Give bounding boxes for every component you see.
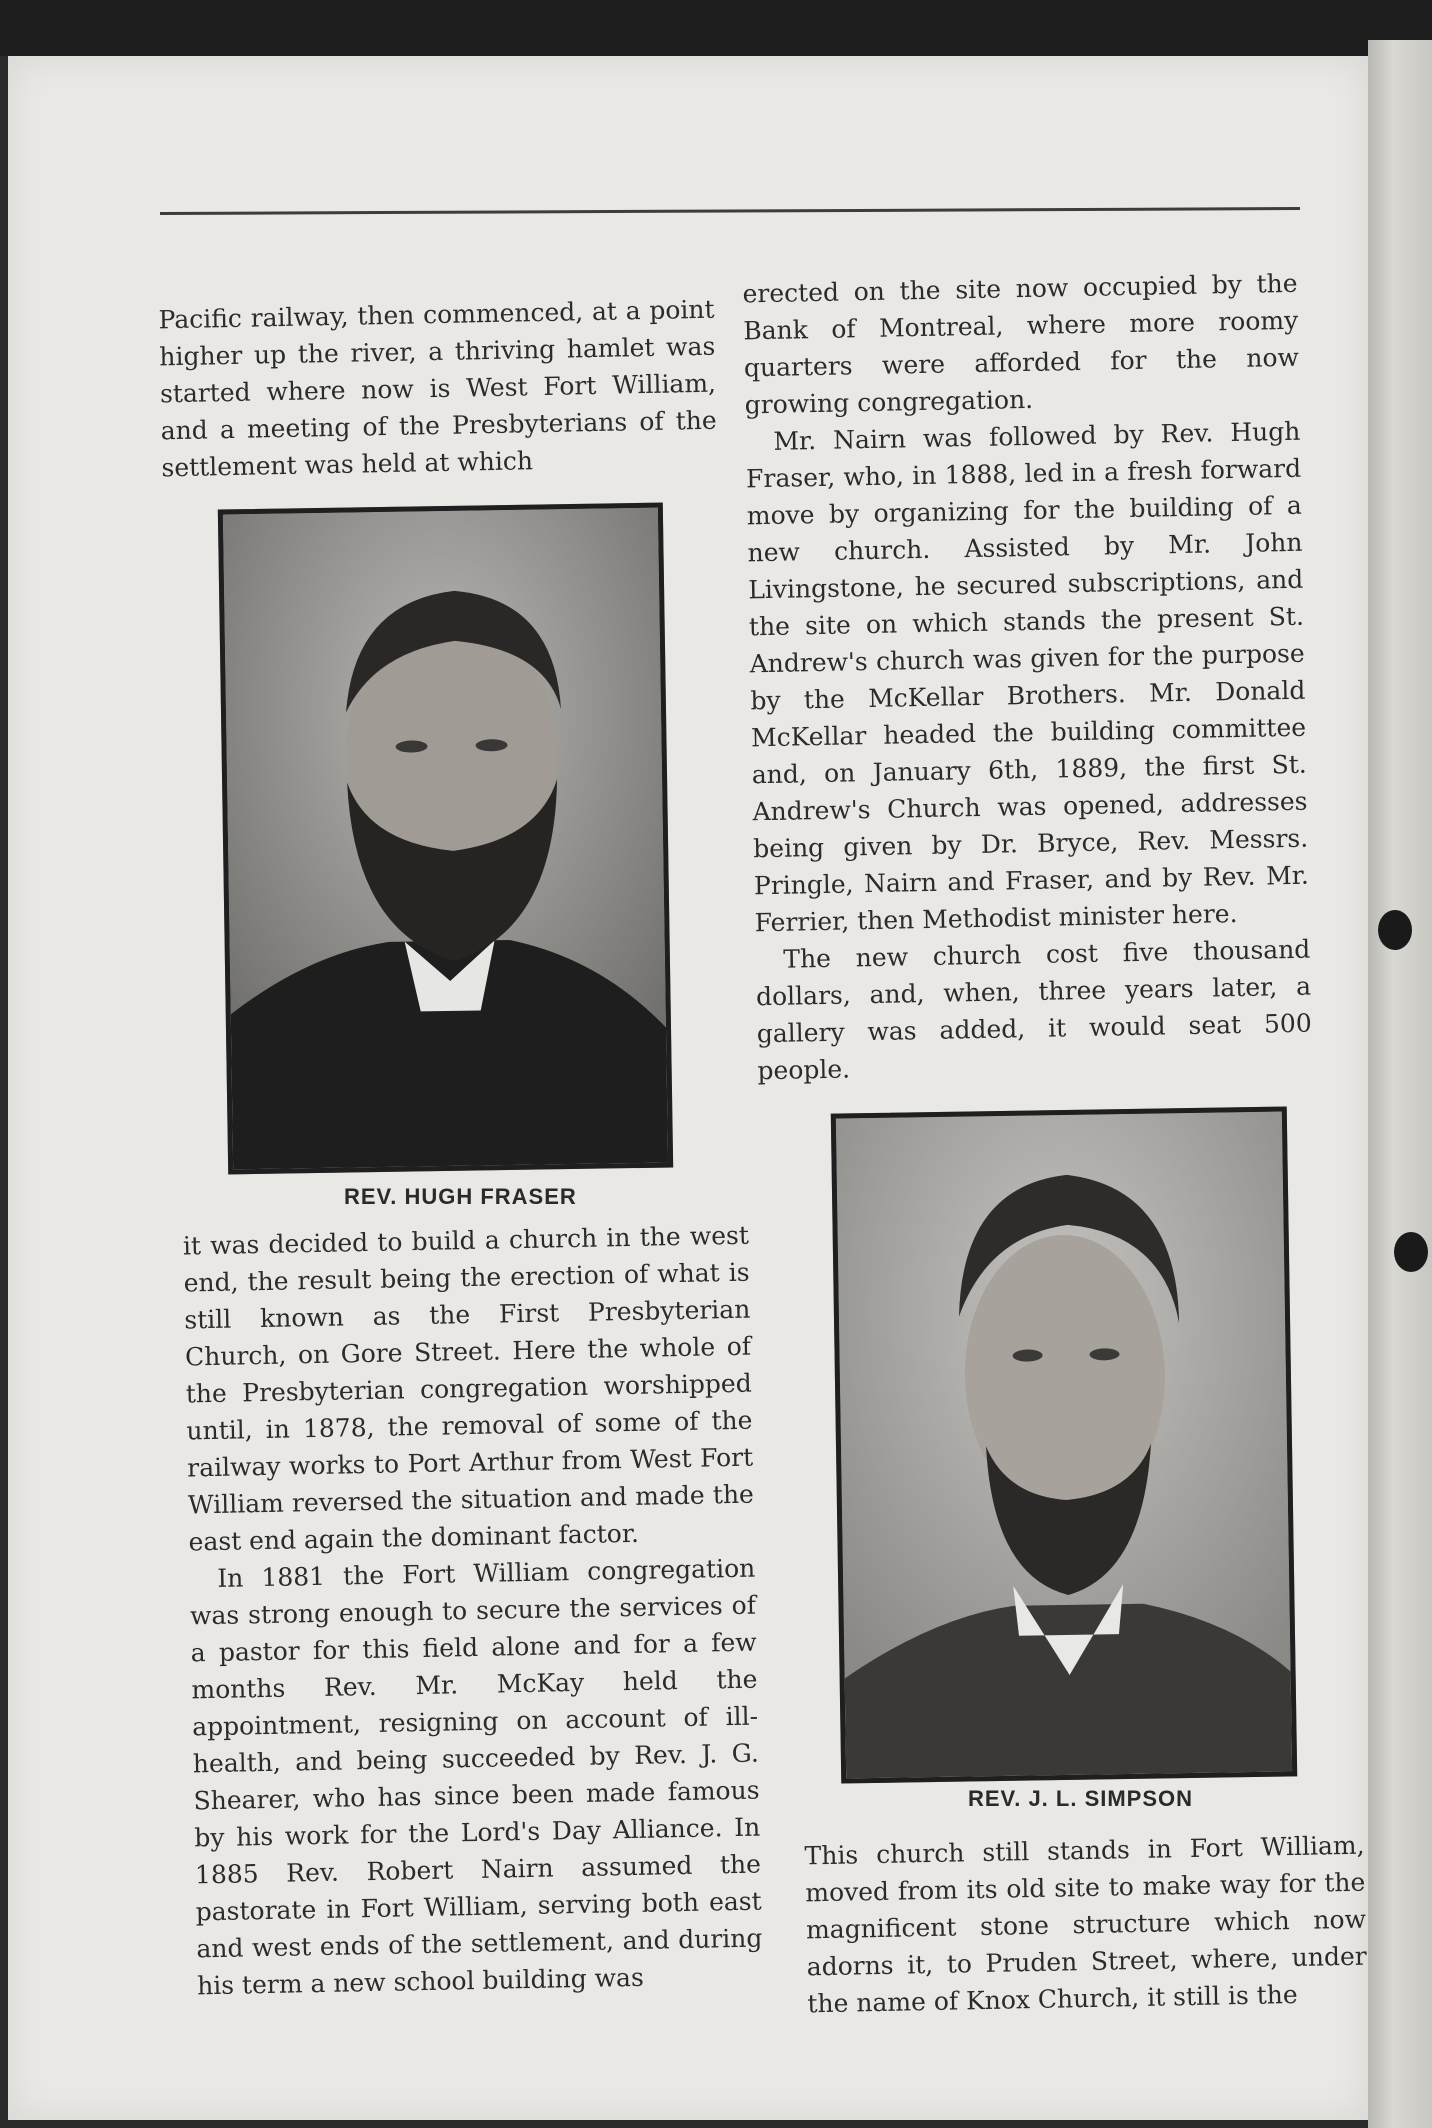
paragraph: it was decided to build a church in the west end, the result being the erection of what is still known as the First Presbyterian Church, on Gore Street. Here the whole of the Presbyterian congregation worshipped until, in 1878, the removal of some of the railway works to Port Arthur from West Fort William reversed the situation and made the east end again the dominant factor.: [182, 1220, 755, 1557]
paragraph: In 1881 the Fort William congregation was strong enough to secure the services of a pastor for this field alone and for a few months Rev. Mr. McKay held the appointment, resigning on account of ill-health, and being succeeded by Rev. J. G. Shearer, who has since been made famous by his work for the Lord's Day Alliance. In 1885 Rev. Robert Nairn assumed the pastorate in Fort William, serving both east and west ends of the settlement, and during his term a new school building was: [189, 1553, 763, 2001]
column-left-top: [158, 291, 717, 487]
paragraph: Pacific railway, then commenced, at a point higher up the river, a thriving hamlet was started where now is West Fort William, and a meeting of the Presbyterians of the settlement was held at which: [158, 294, 717, 483]
scan-top-border: [0, 0, 1432, 56]
column-right-top: [742, 265, 1313, 1090]
paragraph: erected on the site now occupied by the Bank of Montreal, where more roomy quarters were afforded for the now growing congregation.: [742, 268, 1300, 420]
photo-caption: REV. HUGH FRASER: [344, 1184, 577, 1209]
binding-hole-icon: [1378, 910, 1412, 950]
next-page-edge: [1368, 40, 1432, 2128]
photo-caption: REV. J. L. SIMPSON: [968, 1786, 1194, 1811]
column-left-bottom: [183, 1217, 764, 2005]
paragraph: Mr. Nairn was followed by Rev. Hugh Fraser, who, in 1888, led in a fresh forward move by organizing for the building of a new church. Assisted by Mr. John Livingstone, he secured subscriptions, and the site on which stands the present St. Andrew's church was given for the purpose by the McKellar Brothers. Mr. Donald McKellar headed the building committee and, on January 6th, 1889, the first St. Andrew's Church was opened, addresses being given by Dr. Bryce, Rev. Messrs. Pringle, Nairn and Fraser, and by Rev. Mr. Ferrier, then Methodist minister here.: [745, 416, 1310, 938]
paragraph: This church still stands in Fort William, moved from its old site to make way for the magnificent stone structure which now adorns it, to Pruden Street, where, under the name of Knox Church, it still is the: [804, 1830, 1367, 2019]
column-right-bottom: [804, 1827, 1367, 2023]
binding-hole-icon: [1394, 1232, 1428, 1272]
portrait-photo-j-l-simpson: [831, 1106, 1297, 1783]
portrait-photo-hugh-fraser: [218, 503, 673, 1175]
paragraph: The new church cost five thousand dollars, and, when, three years later, a gallery was added, it would seat 500 people.: [755, 934, 1312, 1086]
